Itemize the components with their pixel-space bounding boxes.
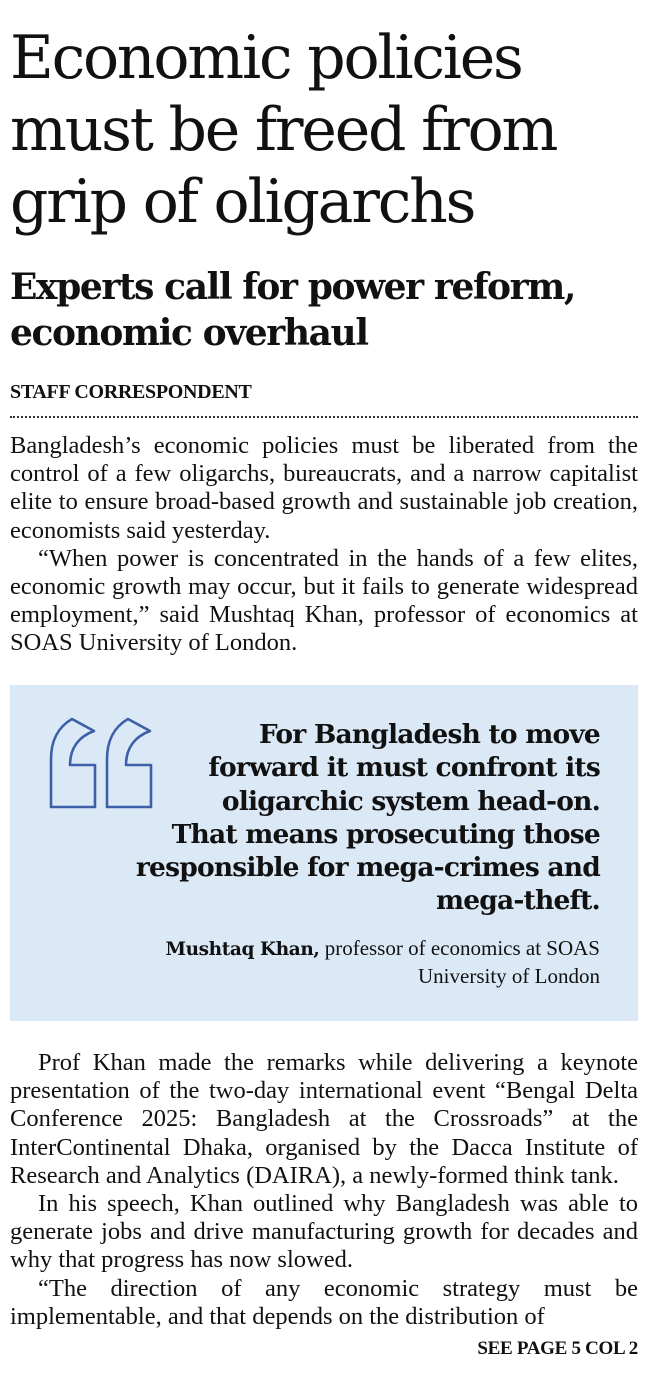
paragraph: “The direction of any economic strategy must be implementable, and that depends on the distribution of (10, 1274, 638, 1330)
continuation-jump-link[interactable]: SEE PAGE 5 COL 2 (477, 1338, 638, 1359)
pull-quote-line: That means prosecuting those (171, 818, 600, 850)
pull-quote-line: For Bangladesh to move (258, 719, 600, 750)
byline: STAFF CORRESPONDENT (10, 381, 252, 403)
attribution-title: University of London (418, 964, 600, 988)
pull-quote-box (10, 685, 638, 1021)
paragraph: Bangladesh’s economic policies must be liberated from the control of a few oligarchs, bureaucrats, and a narrow capitalist elite to ensure broad-based growth and sustainable job creation, economists said yesterday. (10, 432, 638, 544)
paragraph: “When power is concentrated in the hands of a few elites, economic growth may occur, but it fails to generate widespread employment,” said Mushtaq Khan, professor of economics at SOAS University of London. (10, 544, 638, 657)
article-body-bottom (10, 1049, 638, 1331)
article-body-top (10, 432, 638, 658)
dotted-divider (10, 416, 638, 418)
attribution-title: professor of economics at SOAS (324, 936, 600, 960)
pull-quote-line: forward it must confront its (208, 752, 600, 784)
pull-quote-line: oligarchic system head-on. (221, 785, 600, 817)
subheadline: Experts call for power reform, economic overhaul (10, 266, 576, 354)
paragraph: In his speech, Khan outlined why Bangladesh was able to generate jobs and drive manufacturing growth for decades and why that progress has now slowed. (10, 1190, 638, 1274)
paragraph: Prof Khan made the remarks while delivering a keynote presentation of the two-day international event “Bengal Delta Conference 2025: Bangladesh at the Crossroads” at the InterContinental Dhaka, organised by the Dacca Institute of Research and Analytics (DAIRA), a newly-formed think tank. (10, 1049, 638, 1189)
pull-quote-line: responsible for mega-crimes and (135, 852, 600, 884)
pull-quote-attribution (80, 935, 600, 989)
headline: Economic policies must be freed from grip of oligarchs (10, 23, 557, 237)
attribution-name: Mushtaq Khan, (165, 939, 320, 960)
pull-quote-line: mega-theft. (435, 885, 600, 917)
pull-quote-text (100, 718, 600, 918)
